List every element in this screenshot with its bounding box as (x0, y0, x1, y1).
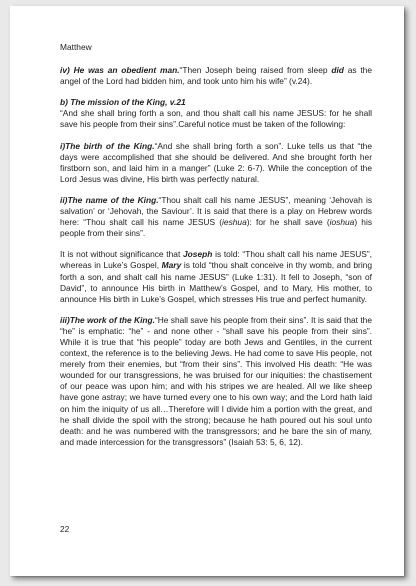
heading-birth-of-king: i)The birth of the King. (60, 140, 155, 151)
emphasis-did: did (331, 65, 344, 76)
page-number: 22 (60, 524, 70, 534)
paragraph-joseph-mary (60, 249, 372, 304)
paragraph-text: “And she shall bring forth a son”. Luke tells us that “the days were accomplished that she should be delivered. And she brought forth her firstborn son, and laid him in a manger” (Luke 2: 6-7). While the conception of the Lord Jesus was divine, His birth was perfectly natural. (60, 140, 372, 184)
hebrew-word-ioshua: ioshua (329, 217, 355, 228)
paragraph-name-of-king (60, 195, 372, 239)
paragraph-text: as the angel of the Lord had bidden him, and took unto him his wife” (v.24). (60, 65, 372, 87)
paragraph-mission-text: “And she shall bring forth a son, and thou shalt call his name JESUS: for he shall save his people from their sins”.Careful notice must be taken of the following: (60, 108, 372, 130)
heading-work-of-king: iii)The work of the King. (60, 314, 155, 325)
paragraph-text: is told: “Thou shalt call his name JESUS”, whereas in Luke’s Gospel, (60, 249, 372, 271)
paragraph-text: is told “thou shalt conceive in thy womb, and bring forth a son, and shalt call his name JESUS” (Luke 1:31). It fell to Joseph, “son of David”, to announce His birth in Matthew’s Gospel, and to Mary, His mother, to announce His birth in Luke’s Gospel, which stresses His true and perfect humanity. (60, 260, 373, 304)
running-header: Matthew (60, 42, 92, 52)
paragraph-text: “Thou shalt call his name JESUS”, meaning ‘Jehovah is salvation’ or ‘Jehovah, the Saviour’. It is said that there is a play on Hebrew words here: “Thou shalt call his name JESUS ( (60, 194, 373, 228)
paragraph-text: “He shall save his people from their sins”. It is said that the “he” is emphatic: “he” - and none other - “shall save his people from their sins”. While it is true that “his people” today are both Jews and Gentiles, in the current context, the reference is to the believing Jews. He had come to save His people, not merely from their enemies, but “from their sins”. This involved His death: “He was wounded for our transgressions, he was bruised for our iniquities: the chastisement of our peace was upon him; and with his stripes we are healed. All we like sheep have gone astray; we have turned every one to his own way; and the Lord hath laid on him the iniquity of us all…Therefore will I divide him a portion with the great, and he shall divide the spoil with the strong; because he hath poured out his soul unto death: and he was numbered with the transgressors; and he bare the sin of many, and made intercession for the transgressors” (Isaiah 53: 5, 6, 12). (60, 314, 372, 447)
paragraph-text: “Then Joseph being raised from sleep (179, 65, 332, 76)
paragraph-text: It is not without significance that (60, 249, 184, 260)
paragraph-obedient-man (60, 65, 372, 87)
paragraph-text: ) his people from their sins”. (60, 217, 373, 239)
heading-name-of-king: ii)The name of the King. (60, 194, 159, 205)
page-content (60, 42, 372, 458)
section-heading-mission (60, 97, 372, 108)
paragraph-birth-of-king (60, 141, 372, 185)
heading-mission-of-king: b) The mission of the King, v.21 (60, 97, 186, 108)
hebrew-word-ieshua: ieshua (222, 217, 247, 228)
emphasis-mary: Mary (161, 260, 182, 271)
emphasis-joseph: Joseph (183, 249, 213, 260)
heading-obedient-man: iv) He was an obedient man. (60, 65, 180, 76)
paragraph-text: ): for he shall save ( (246, 217, 330, 228)
paragraph-work-of-king (60, 315, 372, 448)
page (10, 6, 404, 576)
